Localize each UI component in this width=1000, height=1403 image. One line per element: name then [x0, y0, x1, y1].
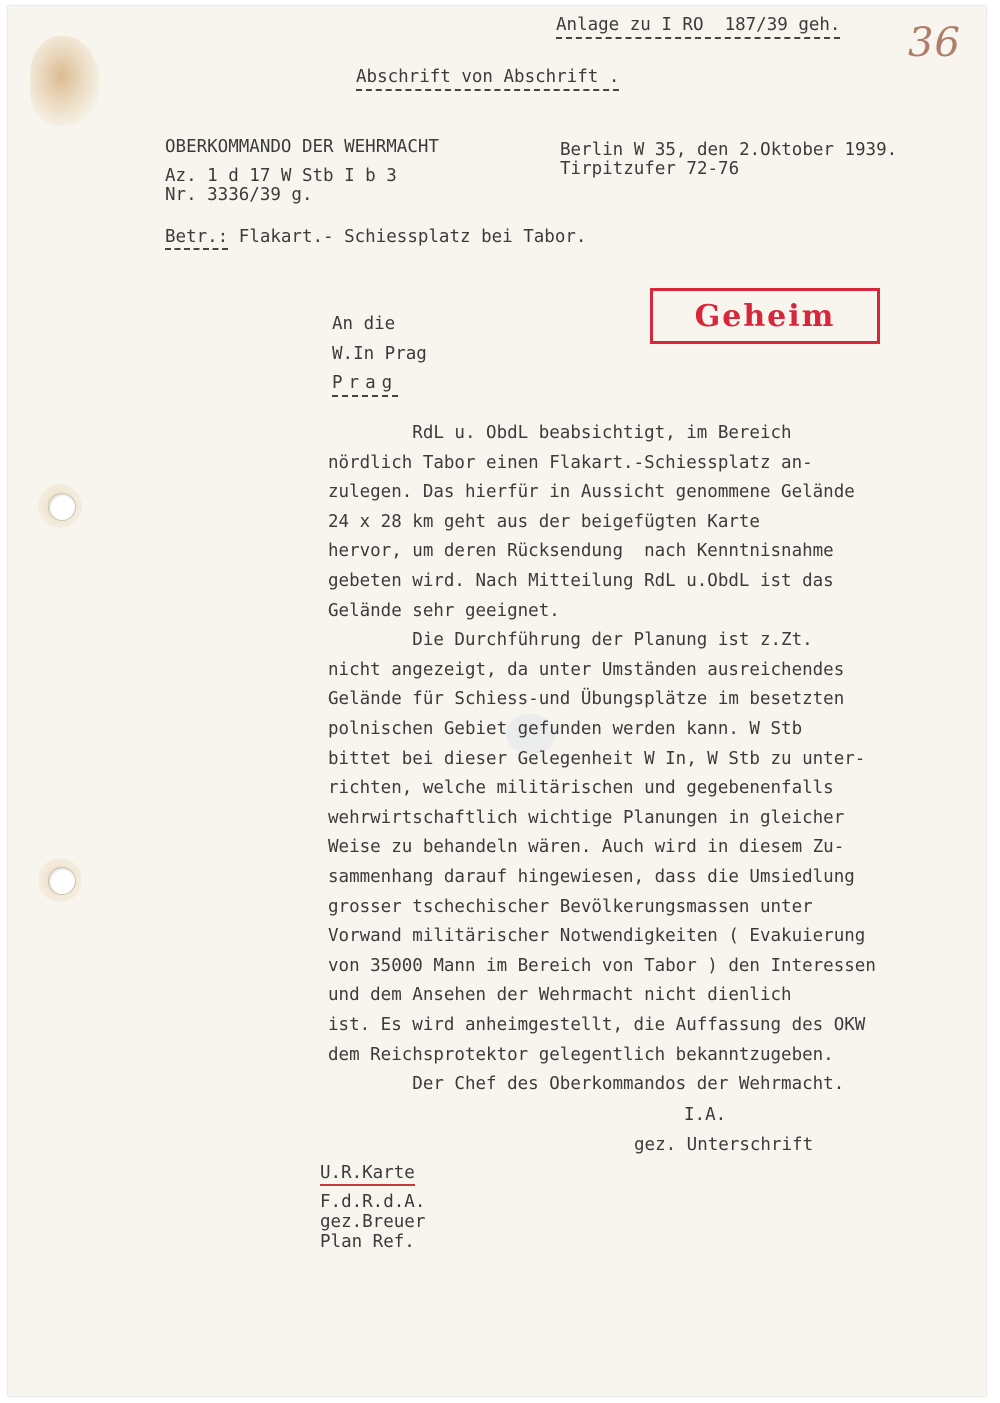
copy-note: Abschrift von Abschrift .: [356, 66, 619, 91]
certification-line-3: Plan Ref.: [320, 1232, 415, 1252]
body-line: RdL u. ObdL beabsichtigt, im Bereich: [328, 423, 792, 443]
body-line: Weise zu behandeln wären. Auch wird in diesem Zu-: [328, 837, 845, 858]
body-line: dem Reichsprotektor gelegentlich bekanntzugeben.: [328, 1044, 834, 1065]
annex-reference: Anlage zu I RO 187/39 geh.: [556, 14, 840, 39]
body-line: von 35000 Mann im Bereich von Tabor ) den Interessen: [328, 955, 876, 976]
body-line: zulegen. Das hierfür in Aussicht genommene Gelände: [328, 482, 855, 503]
sender-org: OBERKOMMANDO DER WEHRMACHT: [165, 137, 439, 157]
place-date: Berlin W 35, den 2.Oktober 1939.: [560, 140, 898, 160]
certification-line-1: F.d.R.d.A.: [320, 1192, 426, 1212]
recipient-line-2: W.In Prag: [332, 344, 427, 364]
body-line: wehrwirtschaftlich wichtige Planungen in gleicher: [328, 807, 845, 828]
body-line: ist. Es wird anheimgestellt, die Auffassung des OKW: [328, 1015, 866, 1035]
subject-text: Flakart.- Schiessplatz bei Tabor.: [228, 227, 587, 247]
burn-stain: [30, 36, 100, 126]
secret-stamp: Geheim: [650, 288, 880, 344]
body-line: Vorwand militärischer Notwendigkeiten ( Evakuierung: [328, 926, 866, 947]
body-line: polnischen Gebiet gefunden werden kann. W Stb: [328, 719, 803, 739]
punch-hole-upper: [48, 493, 76, 521]
body-line: nicht angezeigt, da unter Umständen ausreichendes: [328, 659, 845, 680]
body-line: nördlich Tabor einen Flakart.-Schiessplatz an-: [328, 452, 813, 473]
body-line: bittet bei dieser Gelegenheit W In, W Stb zu unter-: [328, 748, 866, 769]
body-line: Gelände für Schiess-und Übungsplätze im besetzten: [328, 689, 845, 710]
body-line: Die Durchführung der Planung ist z.Zt.: [328, 630, 813, 651]
folio-number: 36: [908, 20, 961, 66]
body-line: grosser tschechischer Bevölkerungsmassen unter: [328, 896, 813, 917]
body-line: Der Chef des Oberkommandos der Wehrmacht.: [328, 1074, 845, 1095]
body-line: 24 x 28 km geht aus der beigefügten Karte: [328, 511, 760, 532]
signature-signed: gez. Unterschrift: [634, 1135, 814, 1155]
recipient-line-3: Prag: [332, 372, 398, 397]
subject-line: [165, 226, 586, 248]
body-line: hervor, um deren Rücksendung nach Kenntnisnahme: [328, 541, 834, 562]
document-page: [8, 6, 986, 1396]
enclosure-note: U.R.Karte: [320, 1162, 415, 1186]
file-reference: Az. 1 d 17 W Stb I b 3: [165, 166, 397, 186]
punch-hole-lower: [48, 867, 76, 895]
body-line: Gelände sehr geeignet.: [328, 600, 560, 621]
document-number: Nr. 3336/39 g.: [165, 185, 313, 205]
subject-label: Betr.:: [165, 227, 228, 250]
body-line: sammenhang darauf hingewiesen, dass die Umsiedlung: [328, 867, 855, 887]
body-line: und dem Ansehen der Wehrmacht nicht dienlich: [328, 985, 792, 1006]
address-line: Tirpitzufer 72-76: [560, 159, 740, 179]
recipient-line-1: An die: [332, 314, 396, 334]
signature-ia: I.A.: [684, 1105, 727, 1125]
body-line: gebeten wird. Nach Mitteilung RdL u.ObdL ist das: [328, 571, 834, 591]
certification-line-2: gez.Breuer: [320, 1212, 426, 1232]
body-line: richten, welche militärischen und gegebenenfalls: [328, 778, 834, 799]
